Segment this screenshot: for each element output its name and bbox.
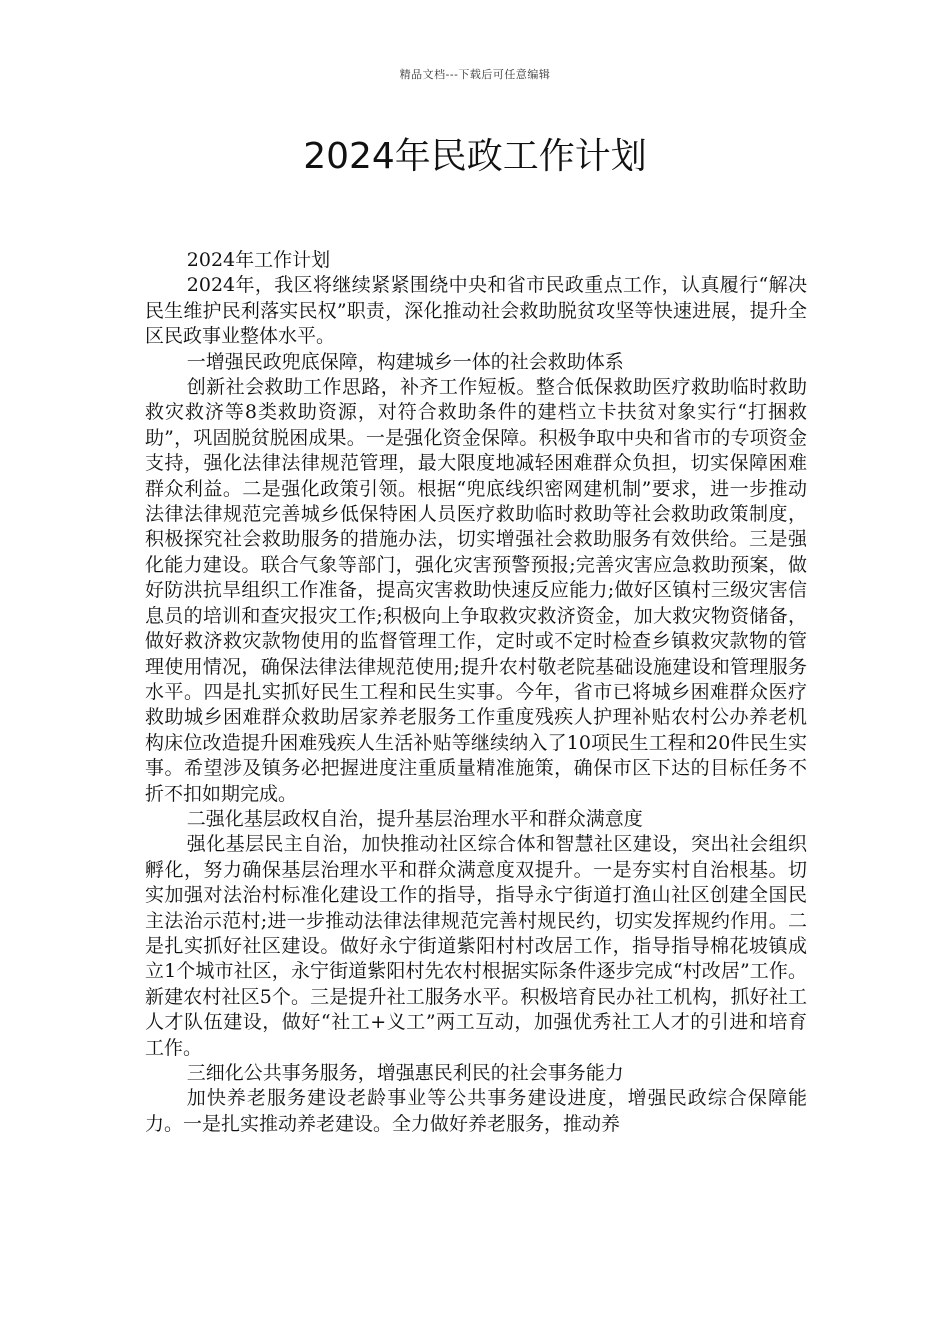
paragraph-section-2: 强化基层民主自治，加快推动社区综合体和智慧社区建设，突出社会组织孵化，努力确保基层治理水平和群众满意度双提升。一是夯实村自治根基。切实加强对法治村标准化建设工作的指导，指导永宁街道打渔山社区创建全国民主法治示范村;进一步推动法律法律规范完善村规民约，切实发挥规约作用。二是扎实抓好社区建设。做好永宁街道紫阳村村改居工作，指导指导棉花坡镇成立1个城市社区，永宁街道紫阳村先农村根据实际条件逐步完成“村改居”工作。新建农村社区5个。三是提升社工服务水平。积极培育民办社工机构，抓好社工人才队伍建设，做好“社工+义工”两工互动，加强优秀社工人才的引进和培育工作。 — [145, 833, 807, 1059]
section-heading-1: 一增强民政兜底保障，构建城乡一体的社会救助体系 — [186, 350, 624, 373]
paragraph-plan-heading: 2024年工作计划 — [186, 249, 331, 271]
section-heading-3: 三细化公共事务服务，增强惠民利民的社会事务能力 — [186, 1062, 624, 1084]
paragraph-intro: 2024年，我区将继续紧紧围绕中央和省市民政重点工作，认真履行“解决民生维护民利落实民权”职责，深化推动社会救助脱贫攻坚等快速进展，提升全区民政事业整体水平。 — [145, 274, 807, 348]
header-note: 精品文档---下载后可任意编辑 — [399, 68, 551, 81]
paragraph-section-1: 创新社会救助工作思路，补齐工作短板。整合低保救助医疗救助临时救助救灾救济等8类救助资源，对符合救助条件的建档立卡扶贫对象实行“打捆救助”，巩固脱贫脱困成果。一是强化资金保障。积极争取中央和省市的专项资金支持，强化法律法律规范管理，最大限度地减轻困难群众负担，切实保障困难群众利益。二是强化政策引领。根据“兜底线织密网建机制”要求，进一步推动法律法律规范完善城乡低保特困人员医疗救助临时救助等社会救助政策制度，积极探究社会救助服务的措施办法，切实增强社会救助服务有效供给。三是强化能力建设。联合气象等部门，强化灾害预警预报;完善灾害应急救助预案，做好防洪抗旱组织工作准备，提高灾害救助快速反应能力;做好区镇村三级灾害信息员的培训和查灾报灾工作;积极向上争取救灾救济资金，加大救灾物资储备，做好救济救灾款物使用的监督管理工作，定时或不定时检查乡镇救灾款物的管理使用情况，确保法律法律规范使用;提升农村敬老院基础设施建设和管理服务水平。四是扎实抓好民生工程和民生实事。今年，省市已将城乡困难群众医疗救助城乡困难群众救助居家养老服务工作重度残疾人护理补贴农村公办养老机构床位改造提升困难残疾人生活补贴等继续纳入了10项民生工程和20件民生实事。希望涉及镇务必把握进度注重质量精准施策，确保市区下达的目标任务不折不扣如期完成。 — [145, 376, 807, 805]
paragraph-section-3: 加快养老服务建设老龄事业等公共事务建设进度，增强民政综合保障能力。一是扎实推动养老建设。全力做好养老服务，推动养 — [145, 1087, 807, 1135]
document-body — [145, 248, 807, 1137]
section-heading-2: 二强化基层政权自治，提升基层治理水平和群众满意度 — [186, 807, 643, 830]
document-title: 2024年民政工作计划 — [303, 136, 647, 177]
